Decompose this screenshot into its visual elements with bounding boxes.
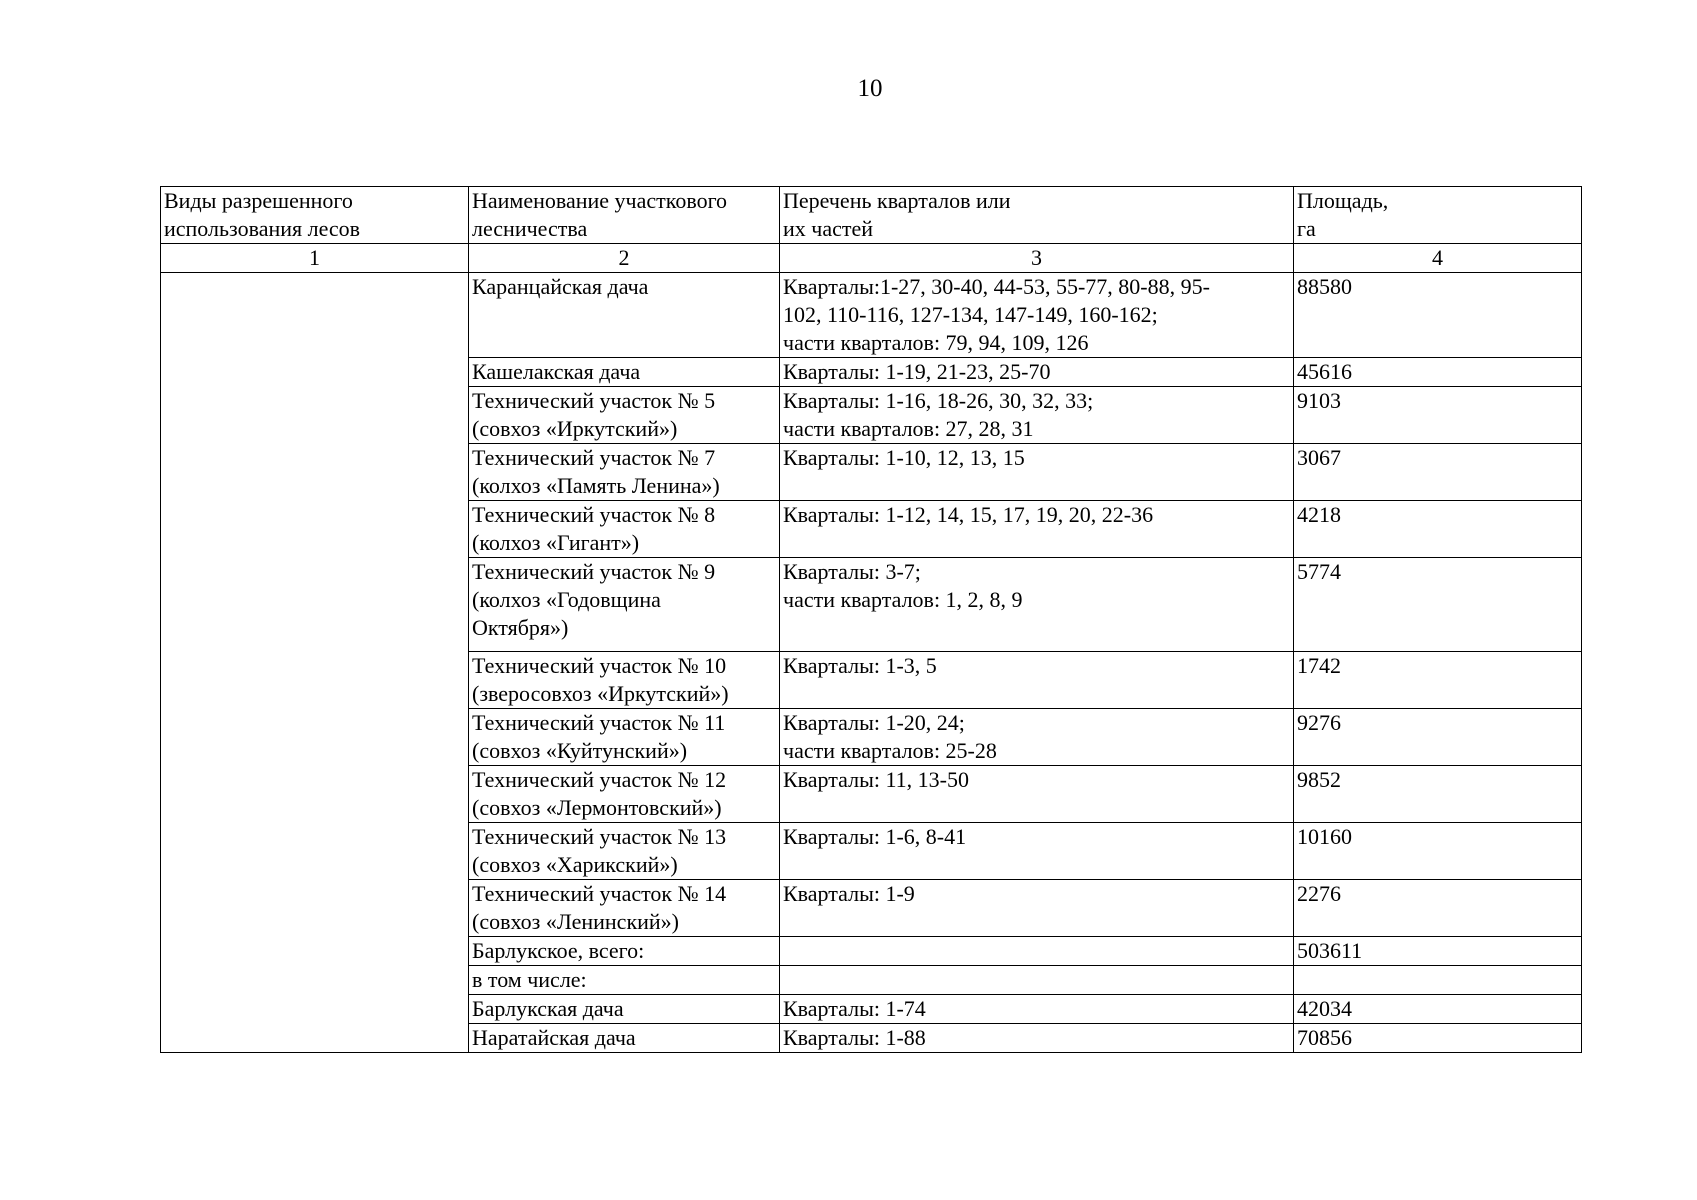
forestry-name-cell: Технический участок № 8 (колхоз «Гигант») [469, 501, 780, 558]
quarters-cell: Кварталы: 1-20, 24; части кварталов: 25-28 [780, 709, 1294, 766]
column-number: 1 [161, 244, 469, 273]
column-number: 3 [780, 244, 1294, 273]
forestry-name-cell: Технический участок № 13 (совхоз «Харикский») [469, 823, 780, 880]
forestry-name-cell: Технический участок № 10 (зверосовхоз «Иркутский») [469, 652, 780, 709]
area-cell: 45616 [1294, 358, 1582, 387]
forestry-name-cell: в том числе: [469, 966, 780, 995]
area-cell: 4218 [1294, 501, 1582, 558]
quarters-cell: Кварталы: 1-16, 18-26, 30, 32, 33; части кварталов: 27, 28, 31 [780, 387, 1294, 444]
forestry-name-cell: Технический участок № 9 (колхоз «Годовщина Октября») [469, 558, 780, 652]
area-cell: 70856 [1294, 1024, 1582, 1053]
area-cell: 9852 [1294, 766, 1582, 823]
forestry-name-cell: Барлукская дача [469, 995, 780, 1024]
quarters-cell: Кварталы:1-27, 30-40, 44-53, 55-77, 80-88, 95- 102, 110-116, 127-134, 147-149, 160-162; части кварталов: 79, 94, 109, 126 [780, 273, 1294, 358]
column-number-row [161, 244, 1582, 273]
area-cell: 42034 [1294, 995, 1582, 1024]
column-number: 2 [469, 244, 780, 273]
area-cell [1294, 966, 1582, 995]
quarters-cell: Кварталы: 1-9 [780, 880, 1294, 937]
quarters-cell: Кварталы: 11, 13-50 [780, 766, 1294, 823]
quarters-cell [780, 966, 1294, 995]
header-forestry-name: Наименование участкового лесничества [469, 187, 780, 244]
table-row [161, 273, 1582, 358]
header-quarters-list: Перечень кварталов или их частей [780, 187, 1294, 244]
area-cell: 3067 [1294, 444, 1582, 501]
forestry-name-cell: Кашелакская дача [469, 358, 780, 387]
quarters-cell: Кварталы: 3-7; части кварталов: 1, 2, 8, 9 [780, 558, 1294, 652]
quarters-cell: Кварталы: 1-19, 21-23, 25-70 [780, 358, 1294, 387]
area-cell: 2276 [1294, 880, 1582, 937]
forestry-name-cell: Технический участок № 7 (колхоз «Память Ленина») [469, 444, 780, 501]
header-area: Площадь, га [1294, 187, 1582, 244]
header-row [161, 187, 1582, 244]
forestry-name-cell: Наратайская дача [469, 1024, 780, 1053]
forestry-name-cell: Технический участок № 11 (совхоз «Куйтунский») [469, 709, 780, 766]
area-cell: 9276 [1294, 709, 1582, 766]
quarters-cell [780, 937, 1294, 966]
area-cell: 88580 [1294, 273, 1582, 358]
forestry-name-cell: Технический участок № 5 (совхоз «Иркутский») [469, 387, 780, 444]
quarters-cell: Кварталы: 1-74 [780, 995, 1294, 1024]
area-cell: 5774 [1294, 558, 1582, 652]
page-number: 10 [857, 75, 883, 102]
quarters-cell: Кварталы: 1-6, 8-41 [780, 823, 1294, 880]
area-cell: 10160 [1294, 823, 1582, 880]
forestry-name-cell: Каранцайская дача [469, 273, 780, 358]
area-cell: 9103 [1294, 387, 1582, 444]
forestry-name-cell: Технический участок № 12 (совхоз «Лермонтовский») [469, 766, 780, 823]
quarters-cell: Кварталы: 1-88 [780, 1024, 1294, 1053]
column-number: 4 [1294, 244, 1582, 273]
forestry-name-cell: Технический участок № 14 (совхоз «Ленинский») [469, 880, 780, 937]
header-use-type: Виды разрешенного использования лесов [161, 187, 469, 244]
forest-quarters-table [160, 186, 1582, 1053]
quarters-cell: Кварталы: 1-10, 12, 13, 15 [780, 444, 1294, 501]
use-type-cell [161, 273, 469, 1053]
forestry-name-cell: Барлукское, всего: [469, 937, 780, 966]
quarters-cell: Кварталы: 1-12, 14, 15, 17, 19, 20, 22-36 [780, 501, 1294, 558]
area-cell: 1742 [1294, 652, 1582, 709]
area-cell: 503611 [1294, 937, 1582, 966]
quarters-cell: Кварталы: 1-3, 5 [780, 652, 1294, 709]
